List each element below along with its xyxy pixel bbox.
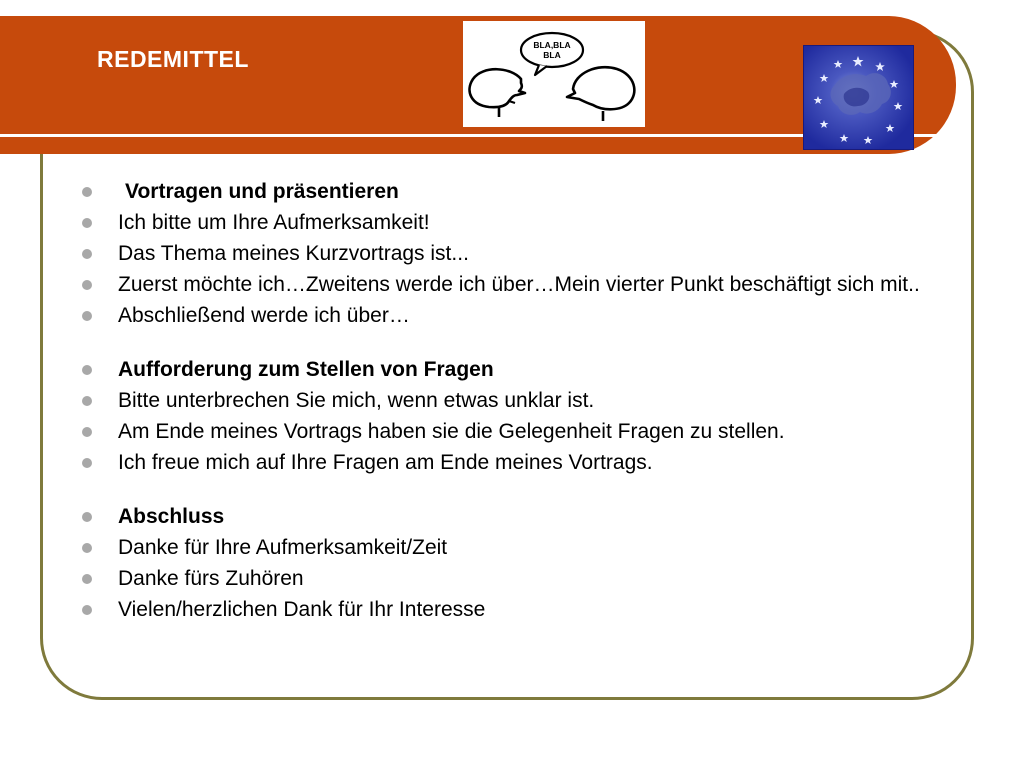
bullet-icon [82,396,92,406]
list-item-text: Danke fürs Zuhören [118,567,304,590]
slide-title: REDEMITTEL [97,46,249,72]
list-item-text: Zuerst möchte ich…Zweitens werde ich über…Mein vierter Punkt beschäftigt sich mit.. [118,273,920,296]
section-heading-text: Abschluss [118,505,225,528]
list-item-text: Ich freue mich auf Ihre Fragen am Ende meines Vortrags. [118,451,653,474]
list-item [80,536,960,560]
bullet-icon [82,574,92,584]
section-heading-text: Vortragen und präsentieren [125,180,399,203]
speech-bubble-text-1: BLA,BLA [533,40,571,50]
list-item [80,211,960,235]
list-item [80,242,960,266]
bullet-icon [82,427,92,437]
list-item-text: Abschließend werde ich über… [118,304,410,327]
talking-heads-icon [463,21,645,127]
list-item [80,598,960,622]
bullet-icon [82,311,92,321]
section-heading [80,180,960,204]
list-item-text: Danke für Ihre Aufmerksamkeit/Zeit [118,536,448,559]
list-item [80,304,960,328]
bullet-icon [82,249,92,259]
bullet-list [80,180,960,629]
section-heading [80,358,960,382]
list-item-text: Vielen/herzlichen Dank für Ihr Interesse [118,598,486,621]
bullet-icon [82,458,92,468]
bullet-icon [82,605,92,615]
speech-bubble-text-2: BLA [543,50,561,60]
list-item-text: Das Thema meines Kurzvortrags ist... [118,242,469,265]
list-item-text: Am Ende meines Vortrags haben sie die Gelegenheit Fragen zu stellen. [118,420,785,443]
list-item [80,567,960,591]
section-heading-text: Aufforderung zum Stellen von Fragen [118,358,494,381]
list-item [80,451,960,475]
list-item [80,273,960,297]
list-item [80,389,960,413]
bullet-icon [82,218,92,228]
list-item-text: Bitte unterbrechen Sie mich, wenn etwas unklar ist. [118,389,595,412]
bullet-icon [82,365,92,375]
bullet-icon [82,187,92,197]
list-item [80,420,960,444]
list-item-text: Ich bitte um Ihre Aufmerksamkeit! [118,211,430,234]
bullet-icon [82,512,92,522]
bullet-icon [82,543,92,553]
section-heading [80,505,960,529]
eu-map-stars-icon [803,45,914,150]
bullet-icon [82,280,92,290]
